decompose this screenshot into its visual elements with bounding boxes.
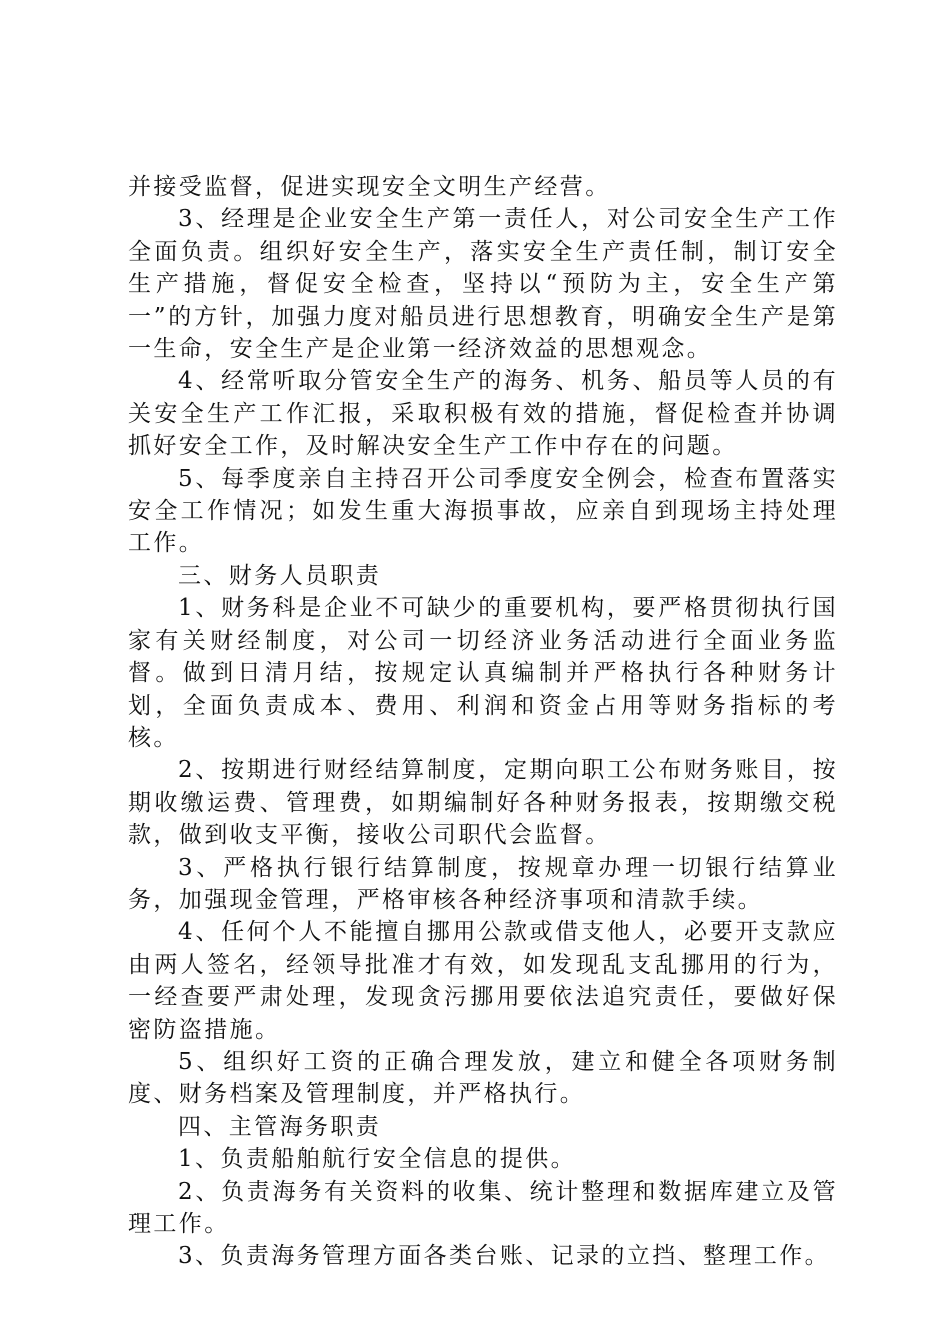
paragraph-finance-item-4: 4、任何个人不能擅自挪用公款或借支他人，必要开支款应由两人签名，经领导批准才有效，如发现乱支乱挪用的行为，一经查要严肃处理，发现贪污挪用要依法追究责任，要做好保密防盗措施。 xyxy=(128,919,838,1043)
paragraph-maritime-item-3: 3、负责海务管理方面各类台账、记录的立挡、整理工作。 xyxy=(178,1243,831,1270)
paragraph-manager-item-4: 4、经常听取分管安全生产的海务、机务、船员等人员的有关安全生产工作汇报，采取积极有效的措施，督促检查并协调抓好安全工作，及时解决安全生产工作中存在的问题。 xyxy=(128,368,838,460)
paragraph-maritime-item-1: 1、负责船舶航行安全信息的提供。 xyxy=(178,1146,577,1173)
paragraph-manager-item-5: 5、每季度亲自主持召开公司季度安全例会，检查布置落实安全工作情况；如发生重大海损事故，应亲自到现场主持处理工作。 xyxy=(128,465,838,557)
document-body xyxy=(128,171,838,1273)
section-heading-maritime: 四、主管海务职责 xyxy=(178,1113,382,1140)
paragraph-maritime-item-2: 2、负责海务有关资料的收集、统计整理和数据库建立及管理工作。 xyxy=(128,1178,838,1237)
paragraph-finance-item-1: 1、财务科是企业不可缺少的重要机构，要严格贯彻执行国家有关财经制度，对公司一切经济业务活动进行全面业务监督。做到日清月结，按规定认真编制并严格执行各种财务计划，全面负责成本、费用、利润和资金占用等财务指标的考核。 xyxy=(128,595,838,751)
paragraph-continuation: 并接受监督，促进实现安全文明生产经营。 xyxy=(128,174,611,200)
paragraph-finance-item-3: 3、严格执行银行结算制度，按规章办理一切银行结算业务，加强现金管理，严格审核各种经济事项和清款手续。 xyxy=(128,854,838,913)
paragraph-manager-item-3: 3、经理是企业安全生产第一责任人，对公司安全生产工作全面负责。组织好安全生产，落实安全生产责任制，制订安全生产措施，督促安全检查，坚持以“预防为主，安全生产第一”的方针，加强力度对船员进行思想教育，明确安全生产是第一生命，安全生产是企业第一经济效益的思想观念。 xyxy=(128,206,838,363)
paragraph-finance-item-2: 2、按期进行财经结算制度，定期向职工公布财务账目，按期收缴运费、管理费，如期编制好各种财务报表，按期缴交税款，做到收支平衡，接收公司职代会监督。 xyxy=(128,757,838,849)
section-heading-finance: 三、财务人员职责 xyxy=(178,562,382,589)
paragraph-finance-item-5: 5、组织好工资的正确合理发放，建立和健全各项财务制度、财务档案及管理制度，并严格执行。 xyxy=(128,1048,838,1108)
